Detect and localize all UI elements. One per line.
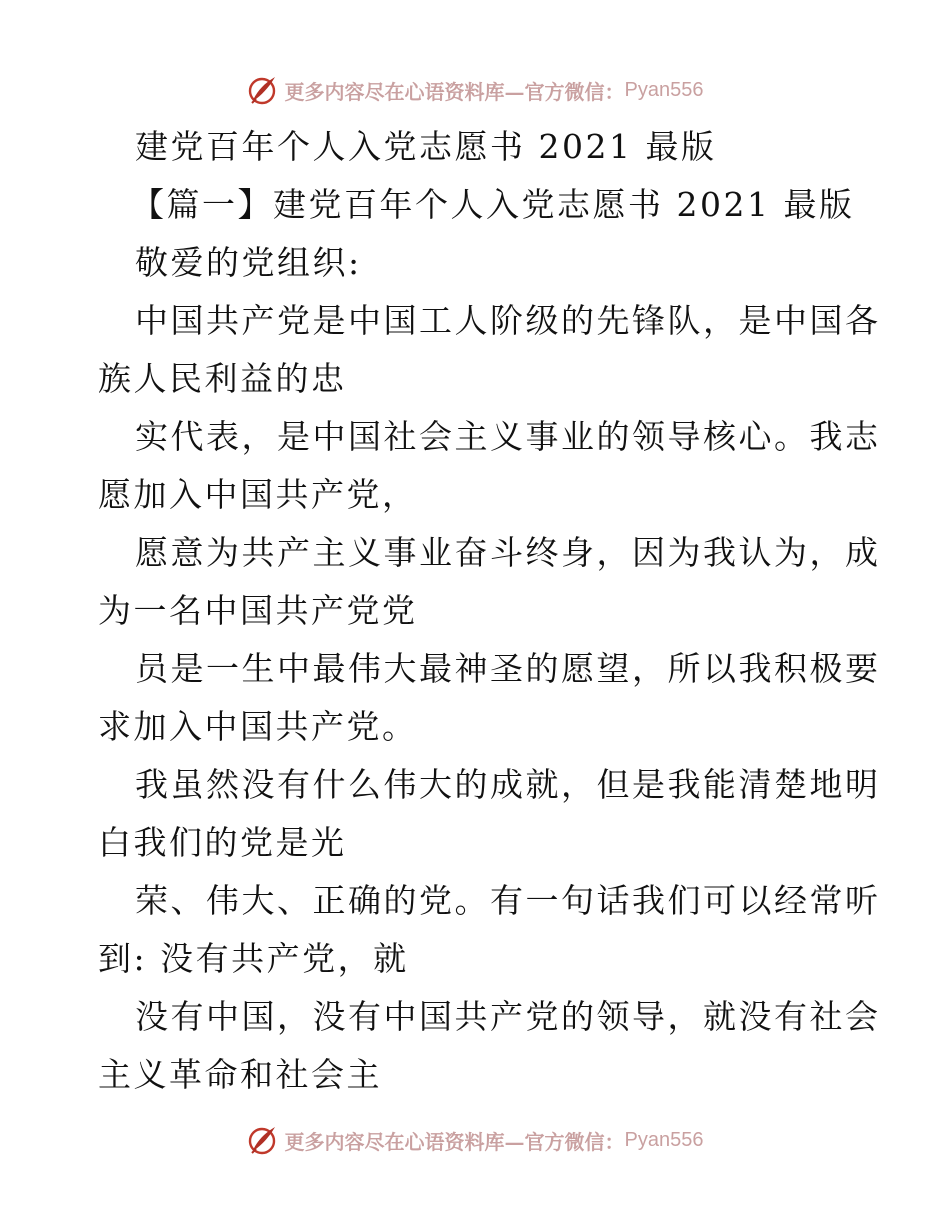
body-line: 荣、伟大、正确的党。有一句话我们可以经常听 <box>135 881 881 920</box>
watermark-text: 更多内容尽在心语资料库—官方微信： <box>284 1129 625 1154</box>
section-heading: 【篇一】建党百年个人入党志愿书 2021 最版 <box>131 185 855 224</box>
body-line: 没有中国，没有中国共产党的领导，就没有社会 <box>135 997 881 1036</box>
body-line: 为一名中国共产党党 <box>98 591 418 630</box>
body-line: 实代表，是中国社会主义事业的领导核心。我志 <box>135 417 881 456</box>
body-line: 求加入中国共产党。 <box>98 707 418 746</box>
quill-logo-icon <box>247 1124 279 1156</box>
watermark-text: 更多内容尽在心语资料库—官方微信： <box>284 79 625 104</box>
body-line: 白我们的党是光 <box>98 823 347 862</box>
header-watermark <box>0 70 950 110</box>
body-line: 族人民利益的忠 <box>98 359 347 398</box>
quill-logo-icon <box>247 74 279 106</box>
body-line: 到: 没有共产党，就 <box>98 939 409 978</box>
body-line: 员是一生中最伟大最神圣的愿望，所以我积极要 <box>135 649 881 688</box>
watermark-wechat-id: Pyan556 <box>624 78 704 101</box>
body-line: 中国共产党是中国工人阶级的先锋队，是中国各 <box>135 301 881 340</box>
document-title: 建党百年个人入党志愿书 2021 最版 <box>135 127 717 166</box>
watermark-wechat-id: Pyan556 <box>624 1128 704 1151</box>
body-line: 愿加入中国共产党， <box>98 475 418 514</box>
body-line: 我虽然没有什么伟大的成就，但是我能清楚地明 <box>135 765 881 804</box>
body-line: 愿意为共产主义事业奋斗终身，因为我认为，成 <box>135 533 881 572</box>
salutation: 敬爱的党组织: <box>135 243 362 282</box>
body-line: 主义革命和社会主 <box>98 1055 382 1094</box>
footer-watermark <box>0 1120 950 1160</box>
document-body <box>98 118 881 1104</box>
